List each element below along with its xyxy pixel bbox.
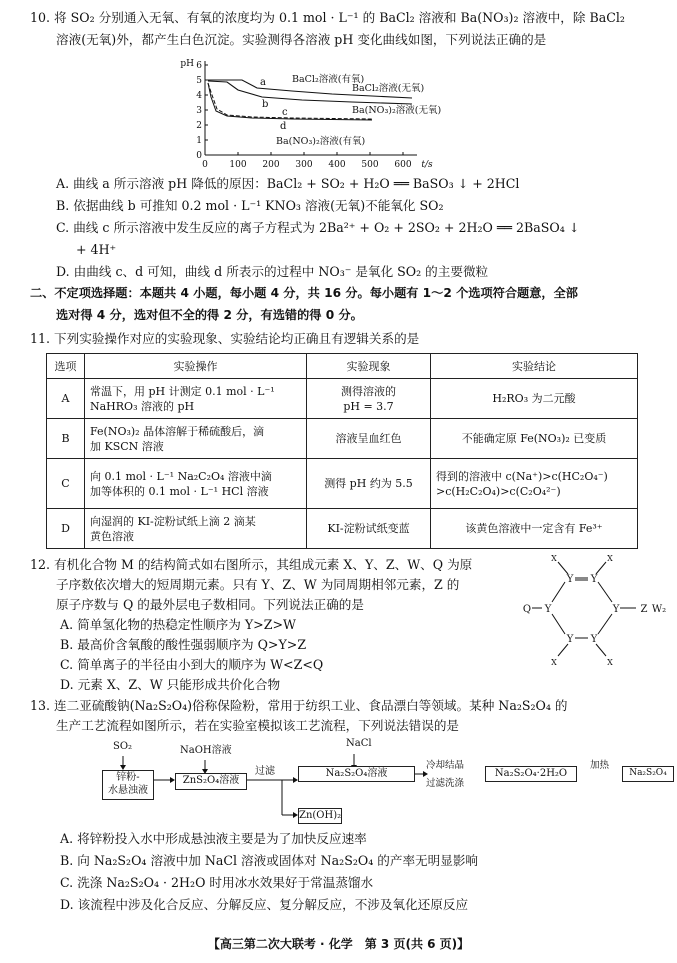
flow-heat-label: 加热 [590,760,610,771]
flow-zinc-suspension-box [102,770,154,800]
row-phenomenon: KI-淀粉试纸变蓝 [307,509,431,549]
op-line2: 加 KSCN 溶液 [90,439,164,453]
flow-naoh: NaOH溶液 [180,745,232,756]
atom-z: Z [640,604,648,615]
row-option: B [47,419,85,459]
flow-zns2o4-box: ZnS₂O₄溶液 [175,773,247,790]
flow-znoh2-box: Zn(OH)₂ [298,808,342,824]
q10-stem-line1: 10. 将 SO₂ 分别通入无氧、有氧的浓度均为 0.1 mol · L⁻¹ 的 BaCl₂ 溶液和 Ba(NO₃)₂ 溶液中，除 BaCl₂ [30,10,625,25]
q13-stem-line2: 生产工艺流程如图所示，若在实验室模拟该工艺流程，下列说法错误的是 [56,718,459,733]
q12-option-b: B. 最高价含氧酸的酸性强弱顺序为 Q>Y>Z [60,637,307,652]
q12-option-a: A. 简单氢化物的热稳定性顺序为 Y>Z>W [60,617,296,632]
q13-option-d: D. 该流程中涉及化合反应、分解反应、复分解反应，不涉及氧化还原反应 [60,897,469,912]
y-tick-0: 0 [196,151,202,161]
q12-stem-line1: 12. 有机化合物 M 的结构简式如右图所示，其组成元素 X、Y、Z、W、Q 为原 [30,557,473,572]
atom-x-1: X [551,554,557,563]
legend-b1: BaCl₂溶液(无氧) [352,83,425,94]
flow-hydrate-box: Na₂S₂O₄·2H₂O [485,766,577,782]
atom-y-bottom-left: Y [566,634,574,645]
x-tick-300: 300 [295,160,313,170]
table-row [47,379,638,419]
flow-nacl: NaCl [346,738,372,749]
q10-option-b: B. 依据曲线 b 可推知 0.2 mol · L⁻¹ KNO₃ 溶液(无氧)不能氧化 SO₂ [56,198,444,213]
page-footer: 【高三第二次大联考 · 化学 第 3 页(共 6 页)】 [207,937,470,951]
q10-ph-chart [172,57,442,175]
table-header-row [47,354,638,379]
flow-so2: SO₂ [113,741,133,752]
table-row [47,459,638,509]
op-line1: Fe(NO₃)₂ 晶体溶解于稀硫酸后，滴 [90,424,265,438]
row-option: A [47,379,85,419]
x-unit: t/s [421,160,433,170]
ph-line1: 测得溶液的 [341,384,396,398]
atom-x-3: X [551,658,557,667]
flow-step-cool: 冷却结晶 [426,760,465,771]
q12-structure-diagram [520,552,675,682]
atom-q: Q [522,604,532,615]
flow-na2s2o4-solution-box: Na₂S₂O₄溶液 [298,766,415,782]
x-tick-0: 0 [202,160,208,170]
x-tick-500: 500 [361,160,379,170]
x-tick-400: 400 [328,160,346,170]
row-operation [85,419,307,459]
row-conclusion: 该黄色溶液中一定含有 Fe³⁺ [431,509,638,549]
flow-step-wash: 过滤洗涤 [426,778,465,789]
q11-stem: 11. 下列实验操作对应的实验现象、实验结论均正确且有逻辑关系的是 [30,331,420,346]
row-phenomenon [307,379,431,419]
section2-heading-line2: 选对得 4 分，选对但不全的得 2 分，有选错的得 0 分。 [56,308,363,322]
table-row [47,509,638,549]
atom-y-top-left: Y [566,574,574,585]
op-line2: 黄色溶液 [90,529,134,543]
q12-option-d: D. 元素 X、Z、W 只能形成共价化合物 [60,677,281,692]
row-operation [85,459,307,509]
atom-x-4: X [607,658,613,667]
op-line1: 常温下，用 pH 计测定 0.1 mol · L⁻¹ [90,384,275,398]
op-line1: 向湿润的 KI-淀粉试纸上滴 2 滴某 [90,514,256,528]
op-line2: NaHRO₃ 溶液的 pH [90,399,195,413]
ph-line2: pH = 3.7 [343,399,394,413]
atom-y-top-right: Y [590,574,598,585]
op-line2: 加等体积的 0.1 mol · L⁻¹ HCl 溶液 [90,484,269,498]
legend-a: BaCl₂溶液(有氧) [292,74,365,85]
flow-zinc-label2: 水悬浊液 [108,785,148,796]
x-tick-200: 200 [262,160,280,170]
flow-zinc-label1: 锌粉- [116,772,140,783]
header-option: 选项 [47,354,85,379]
row-phenomenon: 测得 pH 约为 5.5 [307,459,431,509]
row-option: C [47,459,85,509]
table-row [47,419,638,459]
q13-option-a: A. 将锌粉投入水中形成悬浊液主要是为了加快反应速率 [60,831,367,846]
q13-stem-line1: 13. 连二亚硫酸钠(Na₂S₂O₄)俗称保险粉，常用于纺织工业、食品漂白等领域。某种 Na₂S₂O₄ 的 [30,698,568,713]
flow-filter-label: 过滤 [255,766,275,777]
q12-stem-line3: 原子序数与 Q 的最外层电子数相同。下列说法正确的是 [56,597,364,612]
legend-d: Ba(NO₃)₂溶液(有氧) [276,136,366,147]
q10-option-a: A. 曲线 a 所示溶液 pH 降低的原因：BaCl₂ + SO₂ + H₂O ══ BaSO₃ ↓ + 2HCl [56,176,520,191]
y-tick-3: 3 [196,106,202,116]
curve-label-a: a [260,77,266,88]
con-line2: >c(H₂C₂O₄)>c(C₂O₄²⁻) [436,484,561,498]
y-tick-5: 5 [196,76,202,86]
atom-y-left: Y [544,604,552,615]
q13-option-c: C. 洗涤 Na₂S₂O₄ · 2H₂O 时用冰水效果好于常温蒸馏水 [60,875,374,890]
row-conclusion: 不能确定原 Fe(NO₃)₂ 已变质 [431,419,638,459]
legend-b2: Ba(NO₃)₂溶液(无氧) [352,105,442,116]
y-axis-label: pH [180,59,194,69]
section2-heading-line1: 二、不定项选择题：本题共 4 小题，每小题 4 分，共 16 分。每小题有 1～2 个选项符合题意，全部 [30,286,578,300]
q10-option-c-line2: + 4H⁺ [76,242,117,257]
con-line1: 得到的溶液中 c(Na⁺)>c(HC₂O₄⁻) [436,469,608,483]
y-tick-1: 1 [196,136,202,146]
q10-stem-line2: 溶液(无氧)外，都产生白色沉淀。实验测得各溶液 pH 变化曲线如图，下列说法正确的是 [56,32,547,47]
row-operation [85,509,307,549]
op-line1: 向 0.1 mol · L⁻¹ Na₂C₂O₄ 溶液中滴 [90,469,272,483]
curve-c [208,83,372,119]
header-phenomenon: 实验现象 [307,354,431,379]
q12-stem-line2: 子序数依次增大的短周期元素。只有 Y、Z、W 为同周期相邻元素，Z 的 [56,577,460,592]
y-tick-4: 4 [196,91,202,101]
row-operation [85,379,307,419]
curve-label-b: b [262,99,269,110]
header-operation: 实验操作 [85,354,307,379]
q11-table [46,353,638,549]
row-phenomenon: 溶液呈血红色 [307,419,431,459]
atom-x-2: X [607,554,613,563]
atom-w2: W₂ [651,604,667,615]
y-tick-6: 6 [196,61,202,71]
curve-label-d: d [280,121,287,132]
curve-label-c: c [282,107,288,118]
q13-option-b: B. 向 Na₂S₂O₄ 溶液中加 NaCl 溶液或固体对 Na₂S₂O₄ 的产率无明显影响 [60,853,479,868]
q10-option-d: D. 由曲线 c、d 可知，曲线 d 所表示的过程中 NO₃⁻ 是氧化 SO₂ 的主要微粒 [56,264,489,279]
flow-product-box: Na₂S₂O₄ [622,766,674,782]
x-tick-100: 100 [229,160,247,170]
row-conclusion [431,459,638,509]
q10-option-c-line1: C. 曲线 c 所示溶液中发生反应的离子方程式为 2Ba²⁺ + O₂ + 2SO₂ + 2H₂O ══ 2BaSO₄ ↓ [56,220,580,235]
x-tick-600: 600 [394,160,412,170]
header-conclusion: 实验结论 [431,354,638,379]
atom-y-bottom-right: Y [590,634,598,645]
atom-y-right: Y [612,604,620,615]
row-conclusion: H₂RO₃ 为二元酸 [431,379,638,419]
row-option: D [47,509,85,549]
q12-option-c: C. 简单离子的半径由小到大的顺序为 W<Z<Q [60,657,324,672]
y-tick-2: 2 [196,121,202,131]
